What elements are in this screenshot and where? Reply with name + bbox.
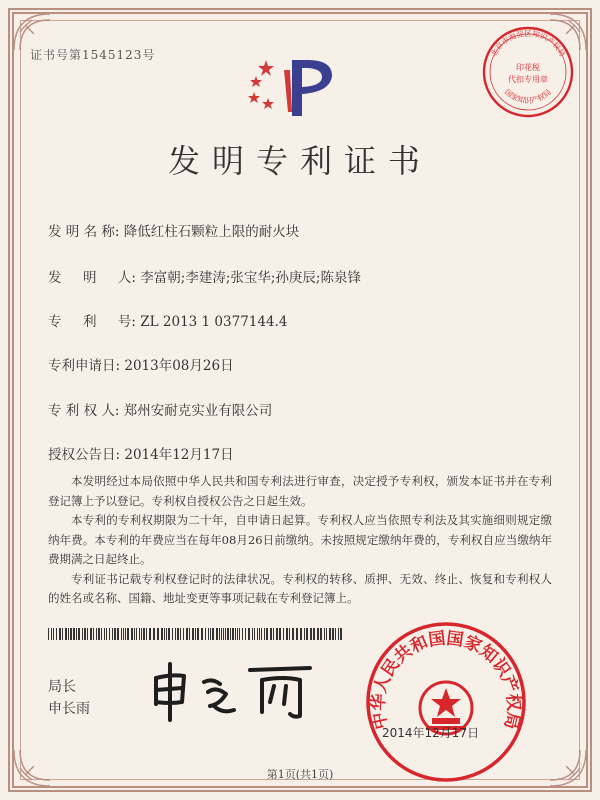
tax-seal-stamp bbox=[478, 22, 578, 122]
inventors-value: 李富朝;李建涛;张宝华;孙庚辰;陈泉锋 bbox=[140, 270, 361, 286]
grant-date-value: 2014年12月17日 bbox=[124, 447, 234, 463]
patentee-label: 专 利 权 人: bbox=[48, 403, 120, 419]
grant-date-label: 授权公告日: bbox=[48, 447, 121, 463]
handwritten-signature bbox=[150, 656, 320, 726]
patentee-value: 郑州安耐克实业有限公司 bbox=[123, 403, 273, 419]
signatory-name: 申长雨 bbox=[48, 701, 90, 717]
page-number: 第1页(共1页) bbox=[266, 768, 334, 781]
svg-text:中华人民共和国国家知识产权局: 中华人民共和国国家知识产权局 bbox=[368, 628, 524, 732]
body-paragraph-1: 本发明经过本局依照中华人民共和国专利法进行审查，决定授予专利权，颁发本证书并在专利登记簿上予以登记。专利权自授权公告之日起生效。 bbox=[48, 474, 552, 508]
signatory-title: 局长 bbox=[48, 679, 76, 695]
national-ip-office-seal bbox=[362, 618, 530, 786]
filing-date-label: 专利申请日: bbox=[48, 358, 121, 374]
issue-date: 2014年12月17日 bbox=[382, 726, 480, 740]
patent-office-logo bbox=[242, 52, 358, 122]
inventors-label: 发 明 人: bbox=[48, 270, 136, 286]
svg-text:代扣专用章: 代扣专用章 bbox=[508, 75, 548, 84]
inventors-row bbox=[48, 266, 361, 286]
svg-text:印花税: 印花税 bbox=[516, 63, 540, 72]
patent-number-label: 专 利 号: bbox=[48, 314, 136, 330]
filing-date-value: 2013年08月26日 bbox=[124, 358, 234, 374]
certificate-number: 证书号第1545123号 bbox=[30, 48, 156, 62]
document-title: 发明专利证书 bbox=[167, 142, 432, 180]
body-paragraph-3: 专利证书记载专利权登记时的法律状况。专利权的转移、质押、无效、终止、恢复和专利权人的姓名或名称、国籍、地址变更等事项记载在专利登记簿上。 bbox=[48, 571, 552, 605]
patent-number-value: ZL 2013 1 0377144.4 bbox=[140, 314, 288, 330]
invention-name-label: 发 明 名 称: bbox=[48, 224, 120, 240]
grant-date-row bbox=[48, 443, 234, 463]
barcode bbox=[48, 628, 348, 640]
certificate-body bbox=[48, 472, 552, 609]
svg-text:国家知识产权局: 国家知识产权局 bbox=[503, 87, 553, 105]
invention-name-value: 降低红柱石颗粒上限的耐火块 bbox=[123, 224, 300, 240]
body-paragraph-2: 本专利的专利权期限为二十年，自申请日起算。专利权人应当依照专利法及其实施细则规定缴纳年费。本专利的年费应当在每年08月26日前缴纳。未按照规定缴纳年费的，专利权自应当缴纳年费期满之日起终止。 bbox=[48, 513, 552, 566]
filing-date-row bbox=[48, 354, 234, 374]
svg-text:北京市海淀区知识产权局: 北京市海淀区知识产权局 bbox=[488, 29, 568, 59]
patent-number-row bbox=[48, 310, 287, 330]
patentee-row bbox=[48, 399, 272, 419]
invention-name-row bbox=[48, 220, 299, 240]
